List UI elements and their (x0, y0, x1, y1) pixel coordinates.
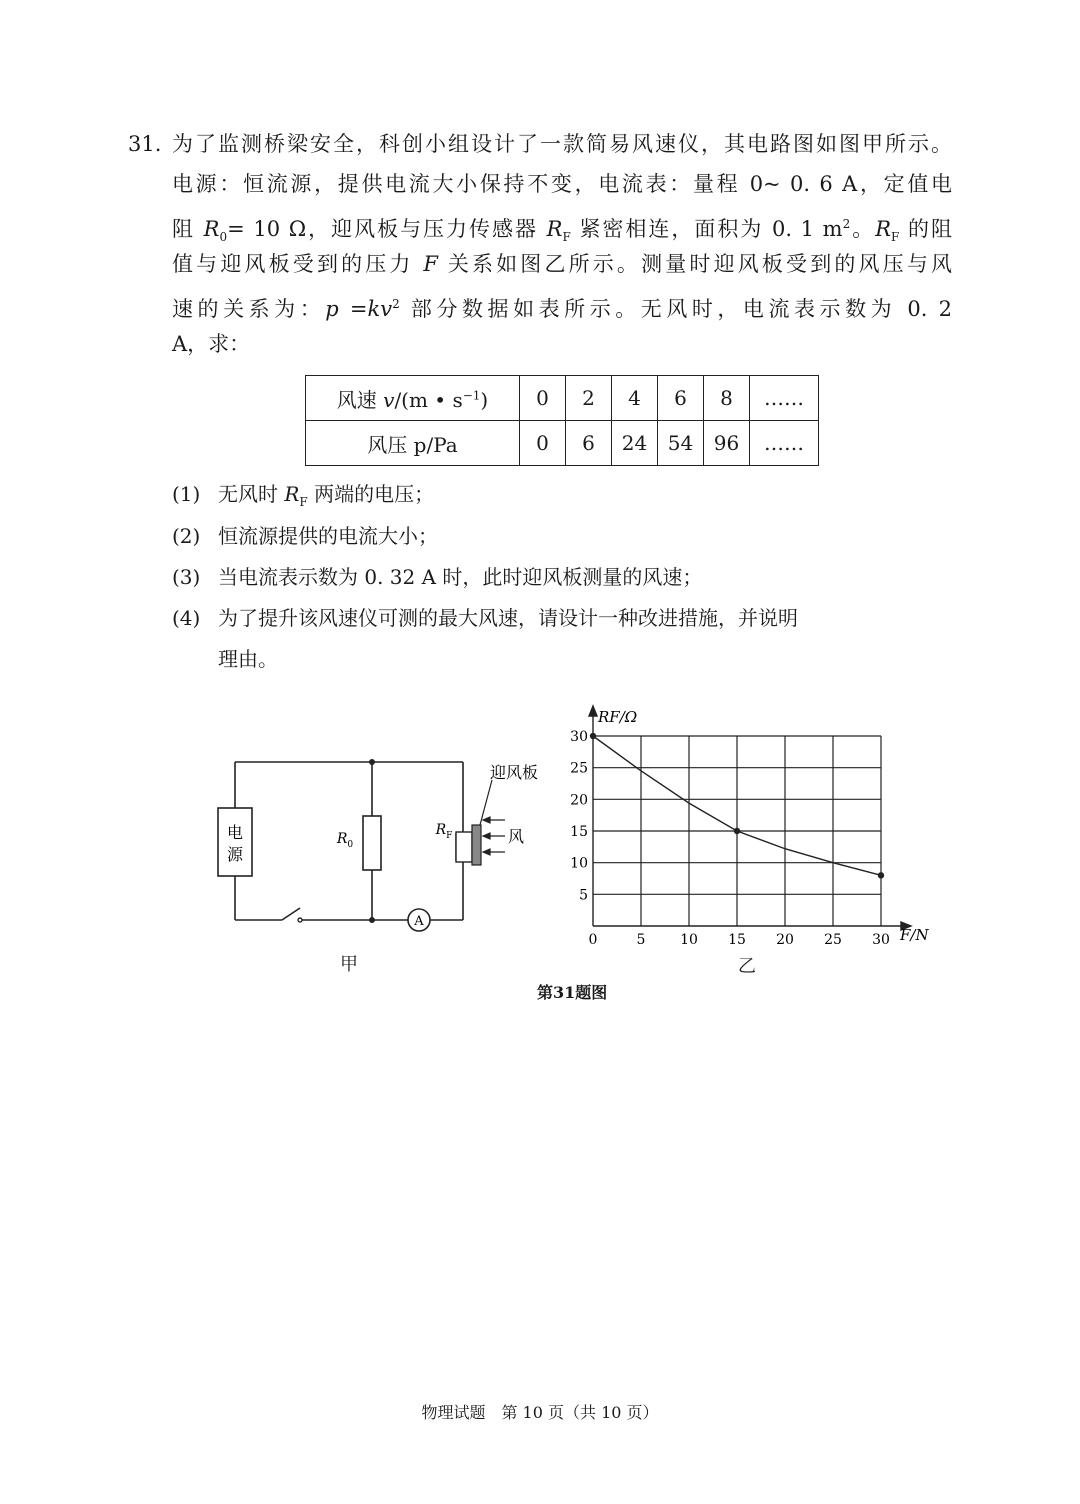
resistor-r0 (363, 816, 381, 870)
circuit-caption: 甲 (340, 954, 358, 975)
chart-caption: 乙 (738, 956, 756, 977)
junction-bottom (369, 917, 375, 923)
x-axis-label: F/N (900, 926, 929, 944)
sub-question-1: (1) 无风时 $R_F$ 两端的电压； (172, 482, 435, 509)
rf-label: $R_F$ (435, 822, 453, 841)
table-row-speed (306, 376, 819, 421)
page-footer: 物理试题 第 10 页（共 10 页） (421, 1403, 659, 1422)
data-point (734, 828, 740, 834)
circuit-diagram (200, 740, 570, 960)
question-number: 31. (128, 132, 162, 156)
table-row-pressure (306, 421, 819, 466)
rf-force-chart (560, 690, 950, 950)
power-source (218, 808, 252, 876)
table-header-speed: 风速 v/(m • $s^{-1}$) (306, 376, 520, 421)
x-tick-label: 20 (776, 932, 794, 948)
sub-question-3: (3) 当电流表示数为 0. 32 A 时，此时迎风板测量的风速； (172, 565, 703, 589)
table-cell: 0 (520, 421, 566, 466)
wind-label: 风 (508, 827, 525, 846)
question-line-4: 值与迎风板受到的压力 F 关系如图乙所示。测量时迎风板受到的风压与风 (172, 252, 952, 276)
question-line-6: A，求： (172, 332, 251, 356)
table-cell: 24 (612, 421, 658, 466)
wind-board (472, 825, 481, 865)
junction-top (369, 759, 375, 765)
sub-question-4-line-2: 理由。 (218, 647, 278, 671)
table-header-pressure: 风压 p/Pa (306, 421, 520, 466)
question-line-5: 速的关系为：$p =kv^2$ 部分数据如表所示。无风时，电流表示数为 0. 2 (172, 297, 952, 321)
figure-caption: 第31题图 (537, 983, 608, 1002)
table-cell: …… (750, 421, 819, 466)
sub-question-4: (4) 为了提升该风速仪可测的最大风速，请设计一种改进措施，并说明 (172, 606, 798, 630)
question-line-1: 为了监测桥梁安全，科创小组设计了一款简易风速仪，其电路图如图甲所示。 (172, 132, 952, 156)
table-cell: 54 (658, 421, 704, 466)
table-cell: 8 (704, 376, 750, 421)
data-point (590, 733, 596, 739)
x-tick-label: 10 (680, 932, 698, 948)
source-label-2: 源 (226, 845, 244, 864)
y-tick-label: 25 (570, 760, 588, 777)
ammeter-label: A (414, 914, 424, 929)
board-label: 迎风板 (490, 763, 539, 782)
question-line-3: 阻 $R_0= 10$ Ω，迎风板与压力传感器 $R_F$ 紧密相连，面积为 0. 1 $m^2$。$R_F$ 的阻 (172, 217, 952, 245)
table-cell: 4 (612, 376, 658, 421)
wind-arrows (483, 817, 505, 855)
x-tick-label: 5 (636, 932, 646, 948)
y-axis-arrow (589, 706, 597, 716)
x-tick-label: 25 (824, 932, 842, 948)
table-cell: 6 (566, 421, 612, 466)
y-tick-label: 10 (570, 855, 588, 872)
table-cell: …… (750, 376, 819, 421)
switch-pivot (298, 918, 302, 922)
y-tick-label: 15 (570, 824, 588, 840)
wind-pressure-table (305, 375, 819, 466)
y-tick-label: 30 (570, 729, 588, 745)
table-cell: 96 (704, 421, 750, 466)
r0-label: $R_0$ (336, 831, 354, 850)
sub-question-2: (2) 恒流源提供的电流大小； (172, 524, 438, 548)
source-label-1: 电 (226, 823, 244, 842)
x-tick-label: 30 (872, 932, 890, 948)
table-cell: 6 (658, 376, 704, 421)
x-tick-label: 0 (588, 932, 598, 948)
x-tick-label: 15 (728, 932, 746, 948)
y-tick-label: 5 (579, 887, 588, 904)
data-point (878, 872, 884, 878)
table-cell: 0 (520, 376, 566, 421)
y-tick-label: 20 (570, 792, 588, 809)
table-cell: 2 (566, 376, 612, 421)
question-line-2: 电源：恒流源，提供电流大小保持不变，电流表：量程 0~ 0. 6 A，定值电 (172, 172, 952, 196)
pressure-sensor-body (456, 832, 472, 862)
y-axis-label: RF/Ω (598, 708, 638, 726)
